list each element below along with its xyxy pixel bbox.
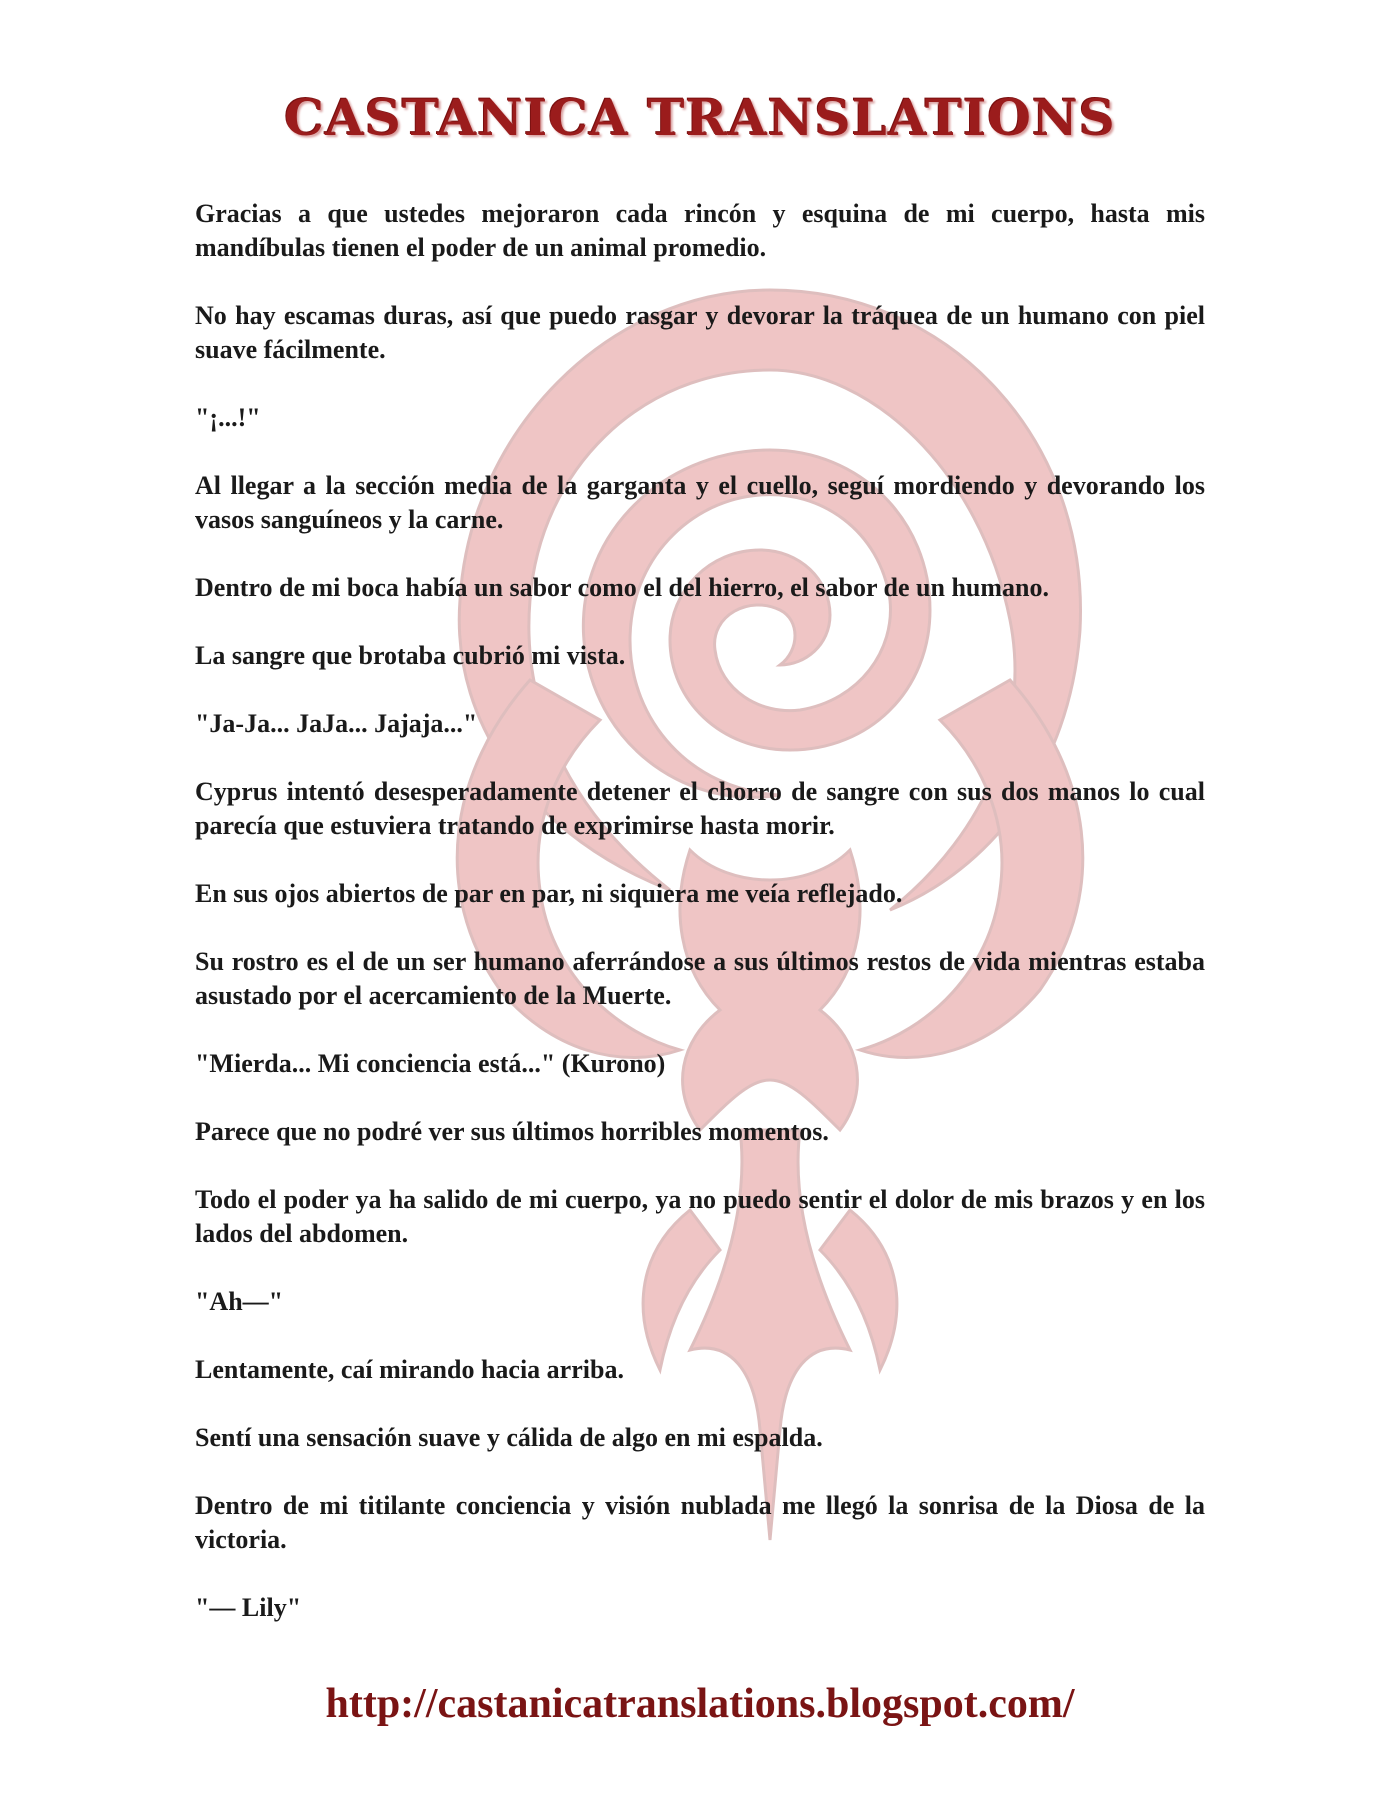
paragraph: "— Lily" (195, 1593, 302, 1622)
paragraph: Dentro de mi titilante conciencia y visión nublada me llegó la sonrisa de la Diosa de la victoria. (195, 1491, 1205, 1554)
paragraph: Parece que no podré ver sus últimos horribles momentos. (195, 1117, 829, 1146)
paragraph: "Ah—" (195, 1287, 284, 1316)
site-title: CASTANICA TRANSLATIONS (284, 88, 1116, 147)
paragraph: Al llegar a la sección media de la garganta y el cuello, seguí mordiendo y devorando los vasos sanguíneos y la carne. (195, 471, 1205, 534)
paragraph: No hay escamas duras, así que puedo rasgar y devorar la tráquea de un humano con piel suave fácilmente. (195, 301, 1205, 364)
paragraph: Gracias a que ustedes mejoraron cada rincón y esquina de mi cuerpo, hasta mis mandíbulas tienen el poder de un animal promedio. (195, 199, 1205, 262)
paragraph: En sus ojos abiertos de par en par, ni siquiera me veía reflejado. (195, 879, 903, 908)
paragraph: Su rostro es el de un ser humano aferrándose a sus últimos restos de vida mientras estaba asustado por el acercamiento de la Muerte. (195, 947, 1205, 1010)
paragraph: "Ja-Ja... JaJa... Jajaja..." (195, 709, 478, 738)
paragraph: Todo el poder ya ha salido de mi cuerpo, ya no puedo sentir el dolor de mis brazos y en los lados del abdomen. (195, 1185, 1205, 1248)
blog-url: http://castanicatranslations.blogspot.com/ (325, 1681, 1075, 1727)
paragraph: "Mierda... Mi conciencia está..." (Kurono) (195, 1049, 666, 1078)
paragraph: "¡...!" (195, 403, 261, 432)
paragraph: Lentamente, caí mirando hacia arriba. (195, 1355, 624, 1384)
chapter-text (195, 197, 1205, 1659)
paragraph: Cyprus intentó desesperadamente detener el chorro de sangre con sus dos manos lo cual parecía que estuviera tratando de exprimirse hasta morir. (195, 777, 1205, 840)
paragraph: Dentro de mi boca había un sabor como el del hierro, el sabor de un humano. (195, 573, 1049, 602)
paragraph: La sangre que brotaba cubrió mi vista. (195, 641, 626, 670)
paragraph: Sentí una sensación suave y cálida de algo en mi espalda. (195, 1423, 823, 1452)
